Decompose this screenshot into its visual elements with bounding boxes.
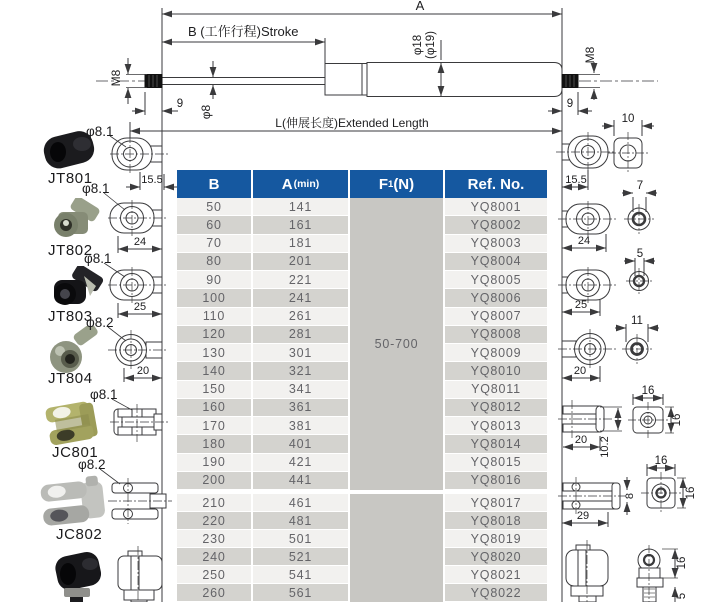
- ref-cell: YQ8022: [445, 584, 547, 601]
- ref-cell: YQ8001: [445, 198, 547, 215]
- b-cell: 200: [177, 472, 251, 489]
- dim-right-5: 20: [574, 434, 588, 446]
- thread-size-right: M8: [583, 46, 597, 64]
- dim-right-6: 29: [576, 510, 590, 522]
- table-section-1: [177, 198, 548, 490]
- dim-9-left: 9: [176, 98, 184, 110]
- a-cell: 261: [253, 308, 348, 325]
- a-cell: 141: [253, 198, 348, 215]
- right-end-views: [602, 113, 697, 602]
- b-cell: 160: [177, 399, 251, 416]
- ref-cell: YQ8017: [445, 494, 547, 511]
- gas-spring-drawing: [96, 0, 658, 150]
- f1-merged-cell-2: [350, 494, 443, 602]
- b-cell: 110: [177, 308, 251, 325]
- f1-merged-cell: 50-700: [350, 198, 443, 490]
- rod-dia: φ8: [199, 104, 213, 120]
- ref-cell: YQ8018: [445, 512, 547, 529]
- b-cell: 260: [177, 584, 251, 601]
- a-cell: 341: [253, 381, 348, 398]
- b-cell: 80: [177, 253, 251, 270]
- dim-end-7: 16: [676, 556, 688, 570]
- col-header-a-min: A (min): [253, 170, 348, 198]
- ref-cell: YQ8013: [445, 417, 547, 434]
- ref-cell: YQ8011: [445, 381, 547, 398]
- ref-cell: YQ8008: [445, 326, 547, 343]
- fitting-dia-jt804: φ8.2: [86, 315, 114, 330]
- b-cell: 140: [177, 362, 251, 379]
- fitting-dia-jc801: φ8.1: [90, 387, 118, 402]
- fitting-photo-bottom: [52, 550, 106, 602]
- dim-end-4: 11: [631, 315, 643, 327]
- dim-end-1: 10: [621, 113, 635, 125]
- a-cell: 361: [253, 399, 348, 416]
- b-cell: 210: [177, 494, 251, 511]
- fitting-dia-jt801: φ8.1: [86, 124, 114, 139]
- a-cell: 401: [253, 435, 348, 452]
- a-cell: 461: [253, 494, 348, 511]
- b-cell: 90: [177, 271, 251, 288]
- left-side-views: [100, 134, 178, 602]
- spec-table: [177, 170, 548, 602]
- a-cell: 481: [253, 512, 348, 529]
- fitting-label-jt804: JT804: [48, 370, 93, 387]
- dim-end-5b: 16: [671, 413, 683, 427]
- ref-cell: YQ8012: [445, 399, 547, 416]
- b-cell: 120: [177, 326, 251, 343]
- a-cell: 501: [253, 530, 348, 547]
- ref-cell: YQ8014: [445, 435, 547, 452]
- dim-left-1: 15.5: [141, 174, 163, 186]
- a-cell: 281: [253, 326, 348, 343]
- b-cell: 50: [177, 198, 251, 215]
- a-cell: 561: [253, 584, 348, 601]
- a-cell: 301: [253, 344, 348, 361]
- thread-right-stud: [562, 75, 578, 88]
- dim-right-3: 25: [574, 299, 588, 311]
- table-header-row: [177, 170, 548, 198]
- ref-cell: YQ8020: [445, 548, 547, 565]
- dim-end-5: 16: [641, 385, 655, 397]
- ref-cell: YQ8005: [445, 271, 547, 288]
- col-header-f1n: F 1 (N): [350, 170, 443, 198]
- a-cell: 421: [253, 454, 348, 471]
- stroke-label: B (工作行程)Stroke: [188, 24, 299, 39]
- a-cell: 241: [253, 289, 348, 306]
- ref-cell: YQ8004: [445, 253, 547, 270]
- col-header-ref-no: Ref. No.: [445, 170, 547, 198]
- ref-cell: YQ8016: [445, 472, 547, 489]
- fitting-label-jt803: JT803: [48, 308, 93, 325]
- a-cell: 381: [253, 417, 348, 434]
- b-cell: 100: [177, 289, 251, 306]
- ref-cell: YQ8003: [445, 235, 547, 252]
- fitting-label-jt802: JT802: [48, 242, 93, 259]
- ref-cell: YQ8002: [445, 216, 547, 233]
- fitting-label-jc801: JC801: [52, 444, 99, 461]
- a-cell: 181: [253, 235, 348, 252]
- fitting-label-jc802: JC802: [56, 526, 103, 543]
- dim-end-2: 7: [636, 180, 644, 192]
- a-cell: 541: [253, 566, 348, 583]
- dim-end-3: 5: [636, 248, 644, 260]
- ref-cell: YQ8021: [445, 566, 547, 583]
- dim-right-1: 15.5: [565, 174, 587, 186]
- col-header-b: B: [177, 170, 251, 198]
- ref-cell: YQ8009: [445, 344, 547, 361]
- b-cell: 60: [177, 216, 251, 233]
- cyl-dia-1: φ18: [412, 34, 424, 56]
- a-cell: 441: [253, 472, 348, 489]
- ref-cell: YQ8019: [445, 530, 547, 547]
- b-cell: 190: [177, 454, 251, 471]
- a-cell: 321: [253, 362, 348, 379]
- ref-cell: YQ8006: [445, 289, 547, 306]
- table-section-2: [177, 494, 548, 602]
- extended-length-label: L(伸展长度)Extended Length: [275, 116, 429, 130]
- dim-right-6b: 8: [624, 492, 636, 500]
- fitting-dia-jc802: φ8.2: [78, 457, 106, 472]
- dim-left-2: 24: [133, 236, 147, 248]
- dim-a: A: [415, 0, 425, 13]
- dim-9-right: 9: [566, 98, 574, 110]
- dim-end-6b: 16: [685, 486, 697, 500]
- dim-end-6: 16: [654, 455, 668, 467]
- b-cell: 130: [177, 344, 251, 361]
- a-cell: 161: [253, 216, 348, 233]
- cyl-dia-2: (φ19): [425, 31, 437, 59]
- ref-cell: YQ8010: [445, 362, 547, 379]
- a-cell: 221: [253, 271, 348, 288]
- b-cell: 220: [177, 512, 251, 529]
- thread-size-left: M8: [109, 69, 123, 87]
- dim-left-3: 25: [133, 301, 147, 313]
- fitting-label-jt801: JT801: [48, 170, 93, 187]
- b-cell: 180: [177, 435, 251, 452]
- dim-right-5b: 10.2: [599, 436, 611, 458]
- dim-right-2: 24: [577, 235, 591, 247]
- dim-left-4: 20: [136, 365, 150, 377]
- fitting-dia-jt803: φ8.1: [84, 251, 112, 266]
- dim-right-4: 20: [573, 365, 587, 377]
- a-cell: 521: [253, 548, 348, 565]
- b-cell: 250: [177, 566, 251, 583]
- b-cell: 230: [177, 530, 251, 547]
- fitting-dia-jt802: φ8.1: [82, 181, 110, 196]
- ref-cell: YQ8015: [445, 454, 547, 471]
- right-side-views: [556, 132, 636, 602]
- dim-end-7b: 5: [676, 592, 688, 600]
- thread-left-stud: [145, 75, 162, 88]
- a-cell: 201: [253, 253, 348, 270]
- b-cell: 170: [177, 417, 251, 434]
- ref-cell: YQ8007: [445, 308, 547, 325]
- b-cell: 150: [177, 381, 251, 398]
- b-cell: 70: [177, 235, 251, 252]
- b-cell: 240: [177, 548, 251, 565]
